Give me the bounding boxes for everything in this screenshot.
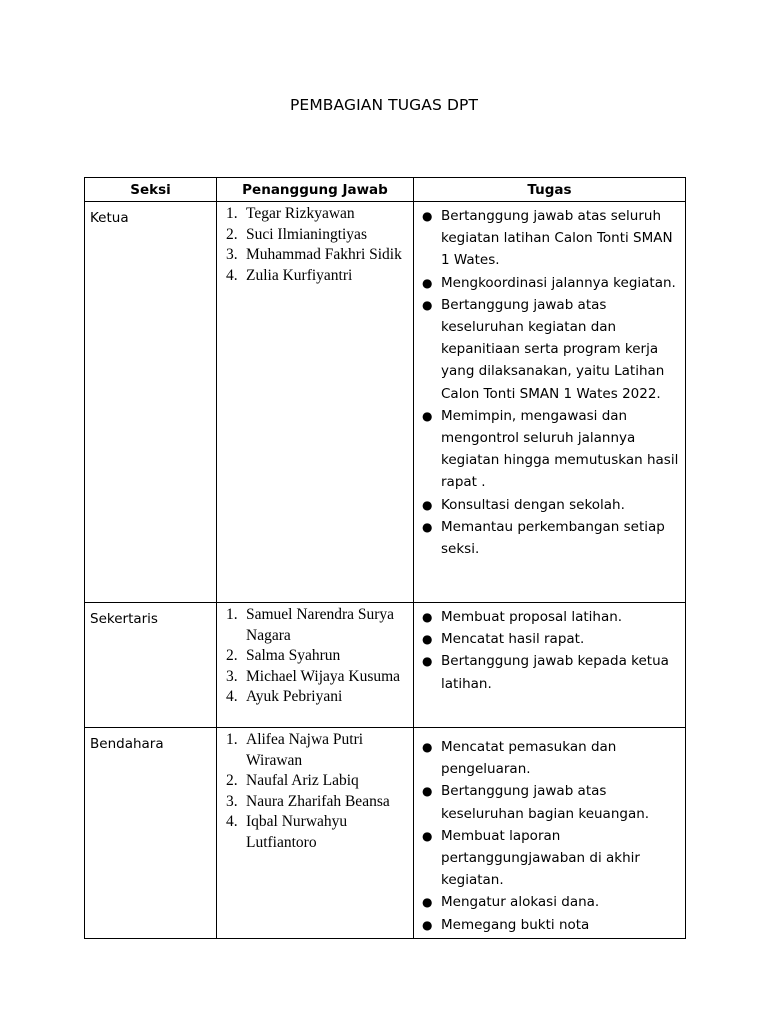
bullet-icon: ● xyxy=(422,497,433,512)
table-row xyxy=(85,202,686,603)
bullet-icon: ● xyxy=(422,895,433,910)
list-item xyxy=(414,736,685,780)
person-name: Suci Ilmianingtiyas xyxy=(246,225,367,243)
task-text: Konsultasi dengan sekolah. xyxy=(441,496,625,513)
seksi-label: Sekertaris xyxy=(90,611,158,627)
list-item xyxy=(414,606,685,628)
penanggung-jawab-cell xyxy=(217,603,414,728)
task-list xyxy=(414,728,685,938)
tugas-cell xyxy=(414,202,686,603)
person-name: Alifea Najwa Putri Wirawan xyxy=(246,731,364,769)
bullet-icon: ● xyxy=(422,632,433,647)
list-item xyxy=(414,494,685,516)
tugas-cell xyxy=(414,728,686,939)
person-name: Zulia Kurfiyantri xyxy=(246,266,353,284)
bullet-icon: ● xyxy=(422,275,433,290)
seksi-label: Bendahara xyxy=(90,736,164,752)
list-item: 3. Michael Wijaya Kusuma xyxy=(226,667,401,685)
person-name: Naura Zharifah Beansa xyxy=(246,792,390,810)
bullet-icon: ● xyxy=(422,519,433,534)
seksi-cell xyxy=(85,728,217,939)
list-item: 1. Tegar Rizkyawan xyxy=(226,205,355,222)
seksi-cell xyxy=(85,603,217,728)
task-list xyxy=(414,603,685,697)
penanggung-jawab-cell xyxy=(217,728,414,939)
list-item: 2. Suci Ilmianingtiyas xyxy=(226,225,367,243)
table-row xyxy=(85,728,686,939)
document-title: PEMBAGIAN TUGAS DPT xyxy=(289,96,479,114)
task-text: Mencatat hasil rapat. xyxy=(441,631,585,648)
task-table xyxy=(84,177,686,939)
list-item xyxy=(414,914,685,936)
task-text: Bertanggung jawab kepada ketua latihan. xyxy=(441,653,669,692)
tugas-cell xyxy=(414,603,686,728)
person-name: Michael Wijaya Kusuma xyxy=(246,667,401,685)
list-item: 1. Samuel Narendra Surya Nagara xyxy=(226,606,395,644)
task-text: Bertanggung jawab atas keseluruhan kegiatan dan kepanitiaan serta program kerja yang dilaksanakan, yaitu Latihan Calon Tonti SMAN 1 Wates 2022. xyxy=(441,296,665,402)
list-item xyxy=(414,516,685,560)
list-item: 3. Naura Zharifah Beansa xyxy=(226,792,390,810)
seksi-cell xyxy=(85,202,217,603)
list-item: 2. Naufal Ariz Labiq xyxy=(226,772,359,789)
bullet-icon: ● xyxy=(422,610,433,624)
person-name: Muhammad Fakhri Sidik xyxy=(246,246,402,263)
list-item xyxy=(414,405,685,494)
bullet-icon: ● xyxy=(422,740,433,754)
task-text: Memegang bukti nota xyxy=(441,916,590,933)
list-item: 2. Salma Syahrun xyxy=(226,647,341,664)
bullet-icon: ● xyxy=(422,828,433,843)
person-name: Ayuk Pebriyani xyxy=(246,688,343,705)
list-item xyxy=(414,272,685,294)
person-name: Tegar Rizkyawan xyxy=(246,205,355,222)
table-header-row xyxy=(85,178,686,202)
person-list xyxy=(217,202,413,286)
task-list xyxy=(414,202,685,562)
header-penanggung-jawab: Penanggung Jawab xyxy=(217,178,414,202)
bullet-icon: ● xyxy=(422,654,433,669)
bullet-icon: ● xyxy=(422,917,433,932)
task-text: Memantau perkembangan setiap seksi. xyxy=(441,518,665,558)
table-row xyxy=(85,603,686,728)
task-text: Membuat proposal latihan. xyxy=(441,609,623,625)
task-text: Bertanggung jawab atas seluruh kegiatan latihan Calon Tonti SMAN 1 Wates. xyxy=(441,208,673,269)
bullet-icon: ● xyxy=(422,209,433,223)
list-item: 4. Iqbal Nurwahyu Lutfiantoro xyxy=(226,813,348,851)
task-text: Mencatat pemasukan dan pengeluaran. xyxy=(441,739,617,778)
task-text: Mengatur alokasi dana. xyxy=(441,894,600,911)
person-name: Salma Syahrun xyxy=(246,647,341,664)
person-name: Samuel Narendra Surya Nagara xyxy=(246,606,395,644)
list-item xyxy=(414,205,685,272)
header-tugas: Tugas xyxy=(414,178,686,202)
list-item: 4. Zulia Kurfiyantri xyxy=(226,266,353,284)
bullet-icon: ● xyxy=(422,408,433,423)
bullet-icon: ● xyxy=(422,297,433,312)
task-text: Bertanggung jawab atas keseluruhan bagian keuangan. xyxy=(441,783,650,822)
list-item xyxy=(414,628,685,650)
person-name: Iqbal Nurwahyu Lutfiantoro xyxy=(246,813,348,851)
person-name: Naufal Ariz Labiq xyxy=(246,772,359,789)
list-item xyxy=(414,780,685,824)
list-item xyxy=(414,825,685,892)
header-seksi: Seksi xyxy=(85,178,217,202)
person-list xyxy=(217,728,413,853)
list-item: 4. Ayuk Pebriyani xyxy=(226,688,343,705)
list-item xyxy=(414,294,685,405)
list-item: 1. Alifea Najwa Putri Wirawan xyxy=(226,731,364,769)
person-list xyxy=(217,603,413,708)
task-text: Memimpin, mengawasi dan mengontrol seluruh jalannya kegiatan hingga memutuskan hasil rapat . xyxy=(441,407,679,491)
task-text: Membuat laporan pertanggungjawaban di akhir kegiatan. xyxy=(441,827,640,889)
penanggung-jawab-cell xyxy=(217,202,414,603)
list-item xyxy=(414,650,685,694)
seksi-label: Ketua xyxy=(90,210,129,226)
bullet-icon: ● xyxy=(422,784,433,799)
task-text: Mengkoordinasi jalannya kegiatan. xyxy=(441,274,676,291)
list-item: 3. Muhammad Fakhri Sidik xyxy=(226,246,402,263)
list-item xyxy=(414,891,685,913)
